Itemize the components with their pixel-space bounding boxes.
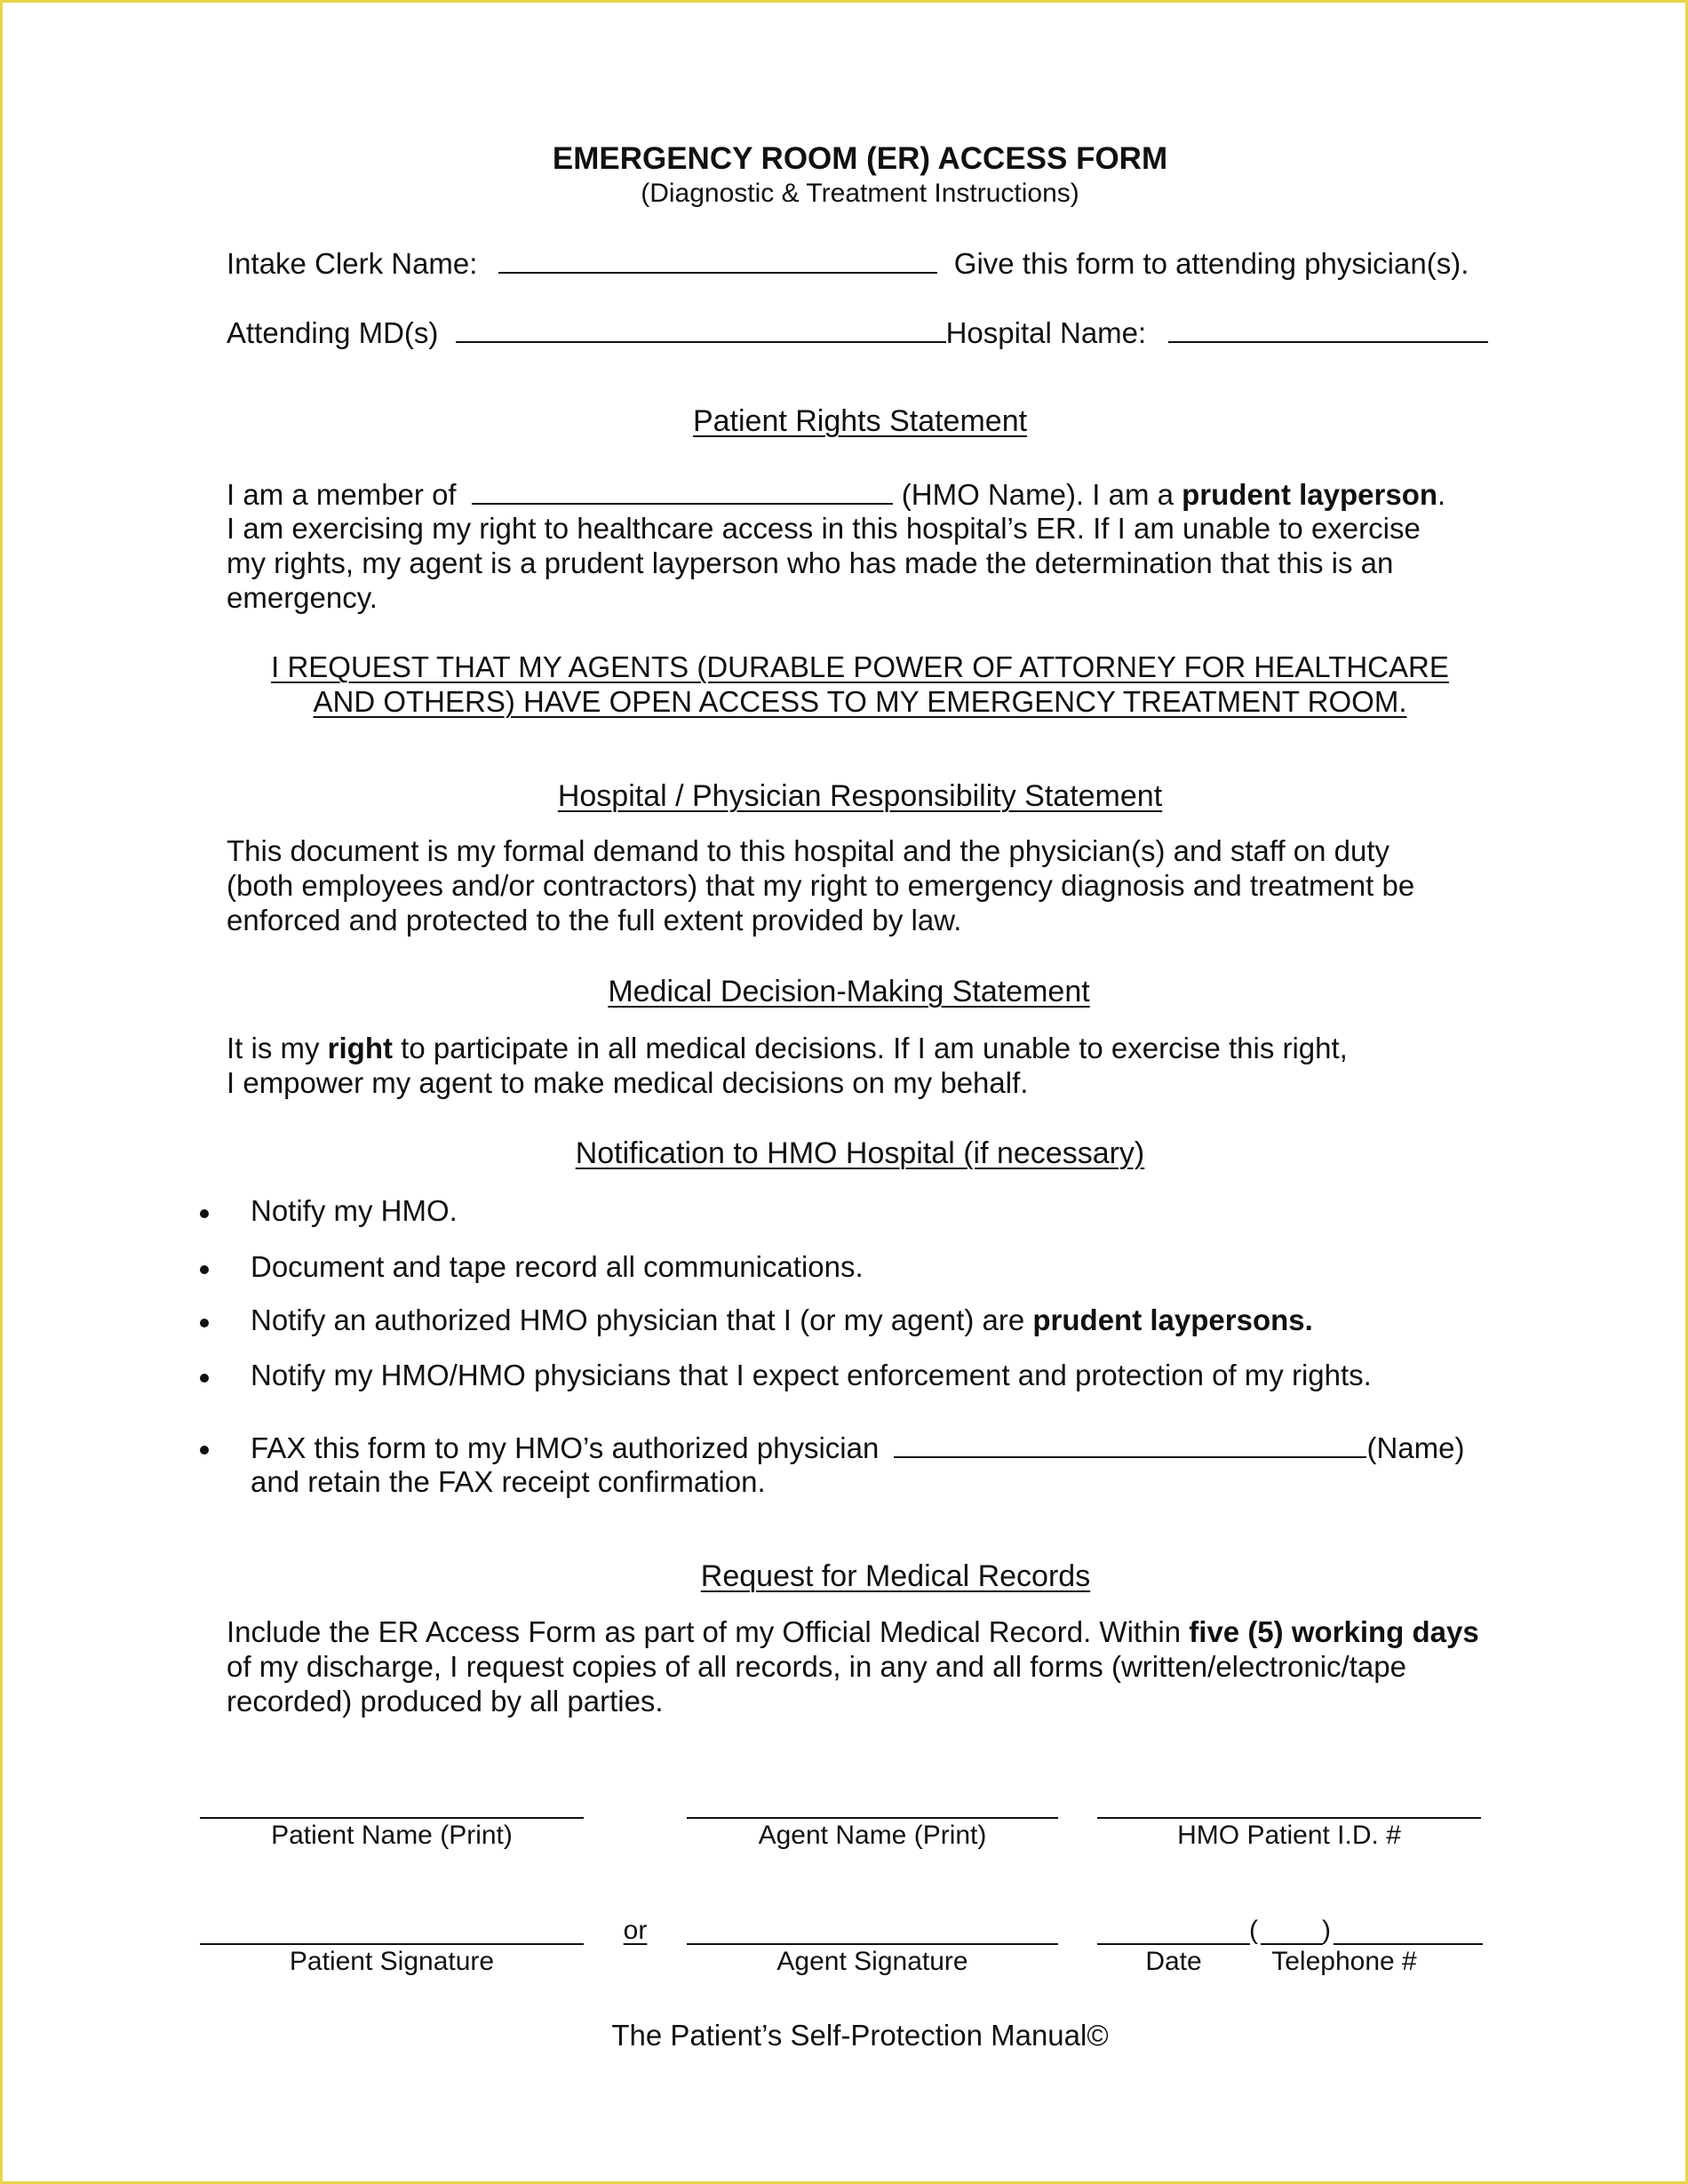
notify-bullet-3: [251, 1303, 1313, 1337]
rights-line-2: I am exercising my right to healthcare access in this hospital’s ER. If I am unable to exercise: [227, 512, 1421, 545]
patient-signature-line[interactable]: [200, 1943, 584, 1945]
patient-name-label: Patient Name (Print): [271, 1821, 513, 1850]
intake-clerk-blank[interactable]: [498, 245, 937, 274]
agent-signature-label: Agent Signature: [776, 1947, 968, 1976]
attending-md-label: Attending MD(s): [227, 316, 439, 349]
telephone-line[interactable]: [1334, 1943, 1483, 1945]
footer-text: The Patient’s Self-Protection Manual©: [611, 2019, 1109, 2052]
records-line-1: [227, 1614, 1479, 1649]
records-line-1-prefix: Include the ER Access Form as part of my Official Medical Record. Within: [227, 1615, 1190, 1648]
notification-heading: Notification to HMO Hospital (if necessary): [575, 1136, 1145, 1170]
decision-making-heading: Medical Decision-Making Statement: [608, 975, 1090, 1008]
paren-open: (: [1249, 1916, 1258, 1945]
agent-access-request-line-2: AND OTHERS) HAVE OPEN ACCESS TO MY EMERGENCY TREATMENT ROOM.: [313, 685, 1407, 718]
responsibility-heading: Hospital / Physician Responsibility Statement: [557, 779, 1163, 813]
decision-line-1: [227, 1031, 1348, 1065]
member-prefix: I am a member of: [227, 478, 457, 511]
hmo-name-blank[interactable]: [472, 476, 893, 505]
intake-clerk-row: [227, 245, 1469, 281]
prudent-layperson-bold: prudent layperson: [1182, 478, 1438, 511]
area-code-line[interactable]: [1261, 1943, 1323, 1945]
notify-bullet-5-line-2: and retain the FAX receipt confirmation.: [251, 1465, 766, 1498]
member-period: .: [1437, 478, 1446, 511]
bullet-dot: [200, 1374, 209, 1383]
attending-md-blank[interactable]: [456, 315, 946, 343]
responsibility-line-2: (both employees and/or contractors) that my right to emergency diagnosis and treatment be: [227, 869, 1415, 902]
agent-signature-line[interactable]: [687, 1943, 1058, 1945]
bullet-dot: [200, 1446, 209, 1455]
hmo-id-label: HMO Patient I.D. #: [1177, 1821, 1401, 1850]
patient-signature-label: Patient Signature: [289, 1947, 495, 1976]
decision-line-2: I empower my agent to make medical decisions on my behalf.: [227, 1066, 1029, 1099]
patient-name-line[interactable]: [200, 1817, 584, 1819]
member-line: [227, 476, 1445, 512]
or-text: or: [623, 1916, 648, 1945]
agent-access-request-line-1: I REQUEST THAT MY AGENTS (DURABLE POWER OF ATTORNEY FOR HEALTHCARE: [271, 650, 1449, 683]
right-bold: right: [327, 1032, 393, 1064]
notify-bullet-5-suffix: (Name): [1366, 1431, 1465, 1464]
decision-line-1-suffix: to participate in all medical decisions. If I am unable to exercise this right,: [393, 1032, 1348, 1064]
patient-rights-heading: Patient Rights Statement: [692, 404, 1028, 438]
notify-bullet-5-prefix: FAX this form to my HMO’s authorized physician: [251, 1431, 880, 1464]
responsibility-line-1: This document is my formal demand to this hospital and the physician(s) and staff on duty: [227, 834, 1390, 867]
bullet-dot: [200, 1319, 209, 1327]
notify-bullet-2: Document and tape record all communications.: [251, 1250, 864, 1283]
physician-name-blank[interactable]: [894, 1430, 1366, 1458]
intake-clerk-label: Intake Clerk Name:: [227, 247, 478, 280]
agent-name-label: Agent Name (Print): [758, 1821, 987, 1850]
agent-name-line[interactable]: [687, 1817, 1058, 1819]
decision-line-1-prefix: It is my: [227, 1032, 328, 1064]
member-suffix: (HMO Name). I am a: [901, 478, 1182, 511]
records-line-3: recorded) produced by all parties.: [227, 1685, 664, 1718]
rights-line-3: my rights, my agent is a prudent layperson who has made the determination that this is an: [227, 546, 1394, 579]
hospital-name-blank[interactable]: [1168, 315, 1488, 343]
hospital-name-label: Hospital Name:: [945, 316, 1147, 349]
prudent-laypersons-bold: prudent laypersons.: [1032, 1303, 1313, 1336]
responsibility-line-3: enforced and protected to the full extent provided by law.: [227, 904, 962, 937]
rights-line-4: emergency.: [227, 581, 378, 614]
hmo-id-line[interactable]: [1097, 1817, 1481, 1819]
notify-bullet-4: Notify my HMO/HMO physicians that I expect enforcement and protection of my rights.: [251, 1359, 1372, 1391]
date-label: Date: [1145, 1947, 1202, 1976]
notify-bullet-5: [251, 1430, 1465, 1465]
bullet-dot: [200, 1209, 209, 1218]
bullet-dot: [200, 1265, 209, 1274]
form-title: EMERGENCY ROOM (ER) ACCESS FORM: [552, 141, 1168, 176]
records-line-2: of my discharge, I request copies of all records, in any and all forms (written/electronic/tape: [227, 1650, 1406, 1683]
paren-close: ): [1322, 1916, 1331, 1945]
notify-bullet-1: Notify my HMO.: [251, 1194, 458, 1227]
form-subtitle: (Diagnostic & Treatment Instructions): [641, 179, 1079, 208]
notify-bullet-3-prefix: Notify an authorized HMO physician that I (or my agent) are: [251, 1303, 1033, 1336]
give-form-text: Give this form to attending physician(s).: [953, 247, 1469, 280]
records-heading: Request for Medical Records: [700, 1559, 1091, 1593]
telephone-label: Telephone #: [1271, 1947, 1417, 1976]
attending-md-row: [227, 315, 1488, 350]
date-line[interactable]: [1097, 1943, 1250, 1945]
five-working-days-bold: five (5) working days: [1189, 1615, 1479, 1648]
